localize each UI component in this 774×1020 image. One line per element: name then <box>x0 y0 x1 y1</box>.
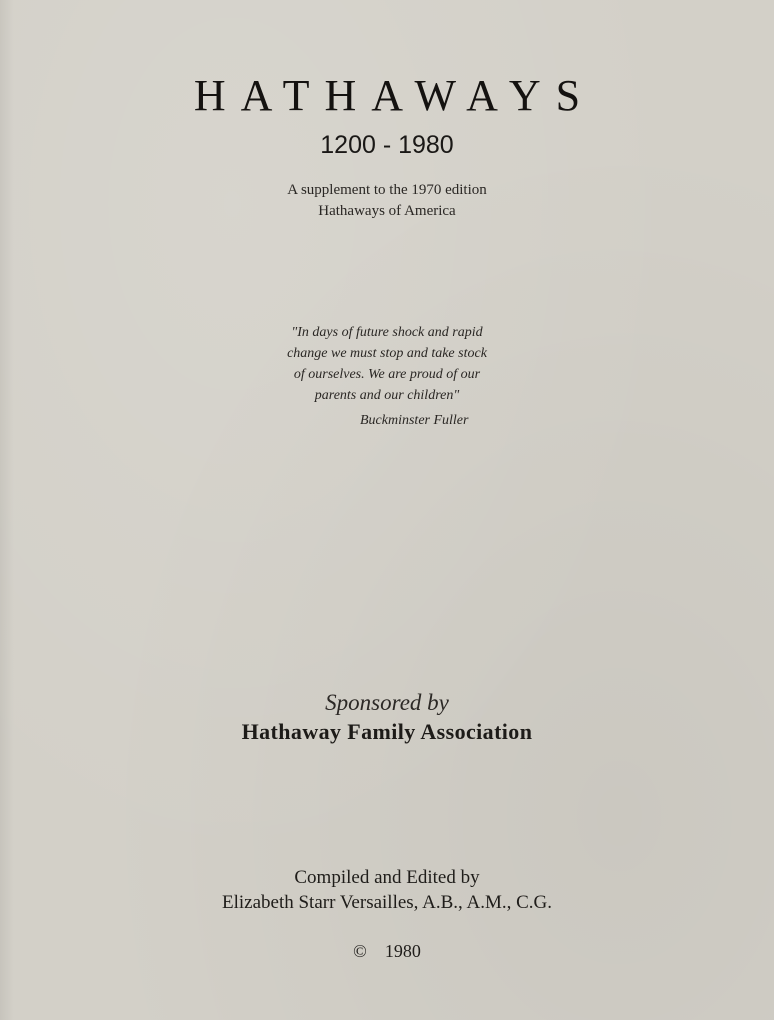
quote-author: Buckminster Fuller <box>360 413 469 428</box>
copyright-line <box>0 941 774 962</box>
sponsored-by-label: Sponsored by <box>325 690 449 715</box>
quote-line-3: of ourselves. We are proud of our <box>293 367 481 382</box>
year-range: 1200 - 1980 <box>320 131 454 159</box>
copyright-year: 1980 <box>384 941 421 961</box>
epigraph-quote <box>254 322 520 406</box>
quote-line-2: change we must stop and take stock <box>287 346 487 361</box>
compiled-by-label: Compiled and Edited by <box>294 867 480 888</box>
quote-line-4: parents and our children" <box>314 388 460 403</box>
subtitle-line-2: Hathaways of America <box>318 203 456 219</box>
book-title: HATHAWAYS <box>193 71 596 120</box>
sponsor-name: Hathaway Family Association <box>241 719 533 744</box>
subtitle-line-1: A supplement to the 1970 edition <box>287 182 487 198</box>
copyright-symbol: © <box>353 941 367 961</box>
quote-line-1: "In days of future shock and rapid <box>291 325 483 340</box>
compiler-name: Elizabeth Starr Versailles, A.B., A.M., C.G. <box>221 892 552 913</box>
subtitle-block <box>0 180 774 222</box>
